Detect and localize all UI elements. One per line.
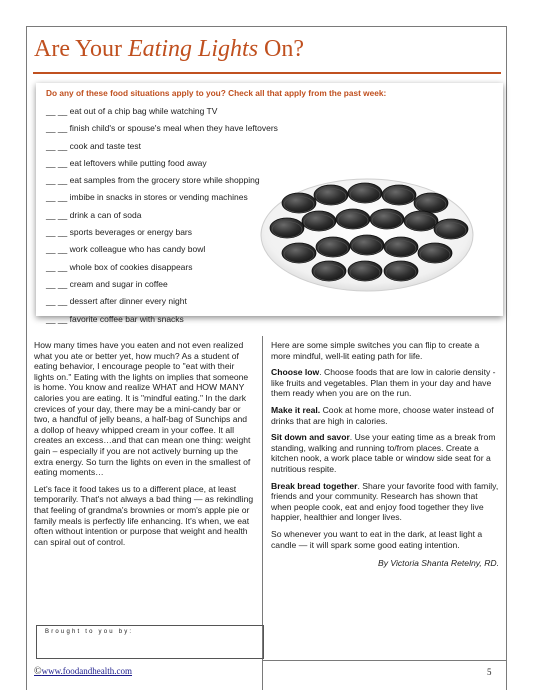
- cookie-shape: [382, 185, 416, 205]
- left-paragraph-2: Let's face it food takes us to a different place, at least temporarily. That's not always a bad thing — as rekindling that feeling of grandma's brownies or mom's apple pie or family meals is perfectly life enhancing. It's when, we eat often without intention or purpose that weight and health can spiral out of control.: [34, 483, 254, 547]
- title-underline: [33, 72, 501, 74]
- checklist-item[interactable]: __ __ cream and sugar in coffee: [46, 278, 168, 289]
- tip-3-heading: Sit down and savor: [271, 432, 350, 443]
- checklist-item[interactable]: __ __ dessert after dinner every night: [46, 296, 187, 307]
- copyright-symbol: ©: [34, 666, 42, 677]
- cookie-shape: [350, 235, 384, 255]
- left-column: [34, 340, 254, 553]
- sponsor-box-label: Brought to you by:: [45, 629, 134, 635]
- tip-2: [271, 405, 499, 426]
- checklist-box: [36, 83, 503, 324]
- checklist-item[interactable]: __ __ finish child's or spouse's meal when they have leftovers: [46, 123, 278, 134]
- cookie-shape: [314, 185, 348, 205]
- cookie-shape: [282, 193, 316, 213]
- cookie-shape: [316, 237, 350, 257]
- right-intro: Here are some simple switches you can flip to create a more mindful, well-lit eating path for life.: [271, 340, 480, 361]
- cookie-shape: [434, 219, 468, 239]
- cookie-shape: [370, 209, 404, 229]
- cookie-shape: [418, 243, 452, 263]
- page-frame-top: [26, 26, 506, 27]
- page-frame-right: [506, 26, 507, 690]
- tip-3: Sit down and savor. Use your eating time as a break from standing, walking and running to/from places. Create a kitchen nook, a work place table or window side seat for a nutritious respite.: [271, 432, 496, 474]
- footer-website-link[interactable]: [34, 666, 132, 677]
- checklist: [46, 106, 278, 331]
- tip-2-heading: Make it real.: [271, 404, 321, 415]
- checklist-item[interactable]: __ __ eat out of a chip bag while watching TV: [46, 106, 218, 116]
- cookie-shape: [282, 243, 316, 263]
- checklist-item[interactable]: __ __ eat samples from the grocery store while shopping: [46, 175, 260, 186]
- tip-4-heading: Break bread together: [271, 480, 358, 491]
- tip-1-body: Choose foods that are low in calorie density - like fruits and vegetables. Plan them in your day and have them ready when you are on the run.: [271, 367, 496, 399]
- cookie-shape: [348, 183, 382, 203]
- right-closing: So whenever you want to eat in the dark, at least light a candle — it will spark some good eating intention.: [271, 528, 483, 550]
- cookie-shape: [414, 193, 448, 213]
- tip-1-heading: Choose low: [271, 367, 320, 378]
- title-end: On?: [258, 36, 305, 62]
- left-paragraph-1: How many times have you eaten and not even realized what you ate or better yet, how much? As a student of eating behavior, I encourage people to "eat with their lights on." Eating with the lights on implies that someone is home. You know and realize WHAT and HOW MANY calories you are eating. It is "mindful eating." In the dark crevices of your day, there may be a mini-candy bar or two, a handful of jelly beans, a half-bag of Sunchips and a dollop of heavy whipped cream in your coffee. It all creates an excess…and that can mean one thing: weight gain – especially if you are not actively burning up the extra energy. So turn the lights on even in the smallest of eating moments…: [34, 340, 251, 478]
- page-frame-left: [26, 26, 27, 690]
- page-number: 5: [487, 667, 492, 677]
- checklist-item[interactable]: __ __ favorite coffee bar with snacks: [46, 313, 184, 324]
- title-plain: Are Your: [34, 36, 129, 62]
- checklist-item[interactable]: __ __ whole box of cookies disappears: [46, 261, 193, 272]
- footer-link-text[interactable]: www.foodandhealth.com: [41, 666, 133, 676]
- cookie-shape: [384, 237, 418, 257]
- checklist-item[interactable]: __ __ sports beverages or energy bars: [46, 227, 193, 238]
- cookie-shape: [302, 211, 336, 231]
- right-column: [271, 340, 499, 569]
- cookie-shape: [404, 211, 438, 231]
- tip-4-body: Share your favorite food with family, friends and your community. Research has shown that when people cook, eat and enjoy food together they live happier, healthier and longer lives.: [271, 480, 499, 523]
- cookie-shape: [336, 209, 370, 229]
- cookie-shape: [312, 261, 346, 281]
- checklist-item[interactable]: __ __ drink a can of soda: [46, 209, 142, 220]
- cookie-shape: [348, 261, 382, 281]
- title-italic: Eating Lights: [128, 36, 259, 62]
- checklist-item[interactable]: __ __ work colleague who has candy bowl: [46, 244, 206, 255]
- sponsor-box: [36, 625, 264, 659]
- cookie-shape: [384, 261, 418, 281]
- cookie-plate-image: [259, 173, 475, 293]
- tip-1: Choose low. Choose foods that are low in calorie density - like fruits and vegetables. Plan them in your day and have them ready when you are on the run.: [271, 367, 496, 399]
- tip-3-body: Use your eating time as a break from standing, walking and running to/from places. Create a kitchen nook, a work place table or window side seat for a nutritious respite.: [271, 432, 496, 474]
- checklist-item[interactable]: __ __ eat leftovers while putting food away: [46, 157, 207, 168]
- checklist-item[interactable]: __ __ cook and taste test: [46, 140, 141, 151]
- page-title: [34, 36, 304, 63]
- author-byline: By Victoria Shanta Retelny, RD.: [377, 558, 499, 569]
- cookie-shape: [270, 218, 304, 238]
- checklist-item[interactable]: __ __ imbibe in snacks in stores or vending machines: [46, 192, 248, 203]
- footer-rule: [262, 660, 506, 661]
- checklist-question: Do any of these food situations apply to you? Check all that apply from the past week:: [46, 88, 387, 98]
- tip-2-body: Cook at home more, choose water instead of drinks that are high in calories.: [271, 404, 494, 426]
- tip-4: Break bread together. Share your favorite food with family, friends and your community. Research has shown that when people cook, eat and enjoy food together they live happier, healthier and longer lives.: [271, 480, 499, 523]
